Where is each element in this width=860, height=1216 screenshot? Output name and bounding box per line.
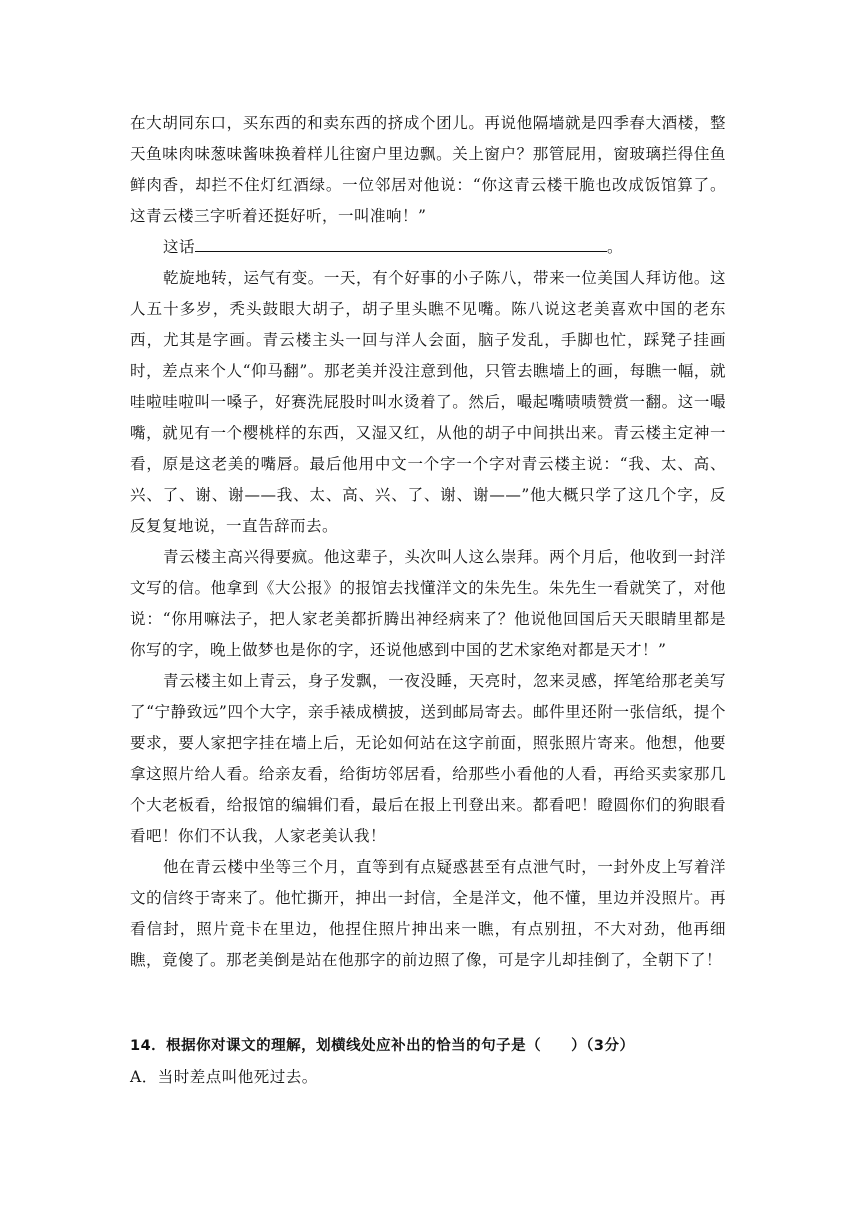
- question-14: [130, 1031, 750, 1093]
- paragraph-1: 在大胡同东口，买东西的和卖东西的挤成个团儿。再说他隔墙就是四季春大酒楼，整天鱼味肉味葱味酱味换着样儿往窗户里边飘。关上窗户？那管屁用，窗玻璃拦得住鱼鲜肉香，却拦不住灯红酒绿。一位邻居对他说：“你这青云楼干脆也改成饭馆算了。这青云楼三字听着还挺好听，一叫准响！”: [130, 114, 726, 225]
- paragraph-2-prefix: 这话: [163, 238, 196, 256]
- paragraph-5: 青云楼主如上青云，身子发飘，一夜没睡，天亮时，忽来灵感，挥笔给那老美写了“宁静致远”四个大字，亲手裱成横披，送到邮局寄去。邮件里还附一张信纸，提个要求，要人家把字挂在墙上后，无论如何站在这字前面，照张照片寄来。他想，他要拿这照片给人看。给亲友看，给街坊邻居看，给那些小看他的人看，再给买卖家那几个大老板看，给报馆的编辑们看，最后在报上刊登出来。都看吧！瞪圆你们的狗眼看看吧！你们不认我，人家老美认我！: [130, 672, 726, 845]
- answer-blank-line: [195, 233, 607, 252]
- question-14-stem: 14．根据你对课文的理解，划横线处应补出的恰当的句子是（ ）（3分）: [130, 1038, 635, 1054]
- paragraph-2-suffix: 。: [607, 238, 624, 256]
- passage: [130, 108, 726, 976]
- paragraph-2-blank: [130, 232, 726, 263]
- paragraph-6: 他在青云楼中坐等三个月，直等到有点疑惑甚至有点泄气时，一封外皮上写着洋文的信终于寄来了。他忙撕开，抻出一封信，全是洋文，他不懂，里边并没照片。再看信封，照片竟卡在里边，他捏住照片抻出来一瞧，有点别扭，不大对劲，他再细瞧，竟傻了。那老美倒是站在他那字的前边照了像，可是字儿却挂倒了，全朝下了！: [130, 858, 726, 969]
- paragraph-3: 乾旋地转，运气有变。一天，有个好事的小子陈八，带来一位美国人拜访他。这人五十多岁，秃头鼓眼大胡子，胡子里头瞧不见嘴。陈八说这老美喜欢中国的老东西，尤其是字画。青云楼主头一回与洋人会面，脑子发乱，手脚也忙，踩凳子挂画时，差点来个人“仰马翻”。那老美并没注意到他，只管去瞧墙上的画，每瞧一幅，就哇啦哇啦叫一嗓子，好赛洗屁股时叫水烫着了。然后，嘬起嘴啧啧赞赏一翻。这一嘬嘴，就见有一个樱桃样的东西，又湿又红，从他的胡子中间拱出来。青云楼主定神一看，原是这老美的嘴唇。最后他用中文一个字一个字对青云楼主说：“我、太、高、兴、了、谢、谢——我、太、高、兴、了、谢、谢——”他大概只学了这几个字，反反复复地说，一直告辞而去。: [130, 269, 726, 535]
- question-14-option-a: A．当时差点叫他死过去。: [130, 1068, 318, 1086]
- paragraph-4: 青云楼主高兴得要疯。他这辈子，头次叫人这么崇拜。两个月后，他收到一封洋文写的信。他拿到《大公报》的报馆去找懂洋文的朱先生。朱先生一看就笑了，对他说：“你用嘛法子，把人家老美都折腾出神经病来了？他说他回国后天天眼睛里都是你写的字，晚上做梦也是你的字，还说他感到中国的艺术家绝对都是天才！”: [130, 548, 726, 659]
